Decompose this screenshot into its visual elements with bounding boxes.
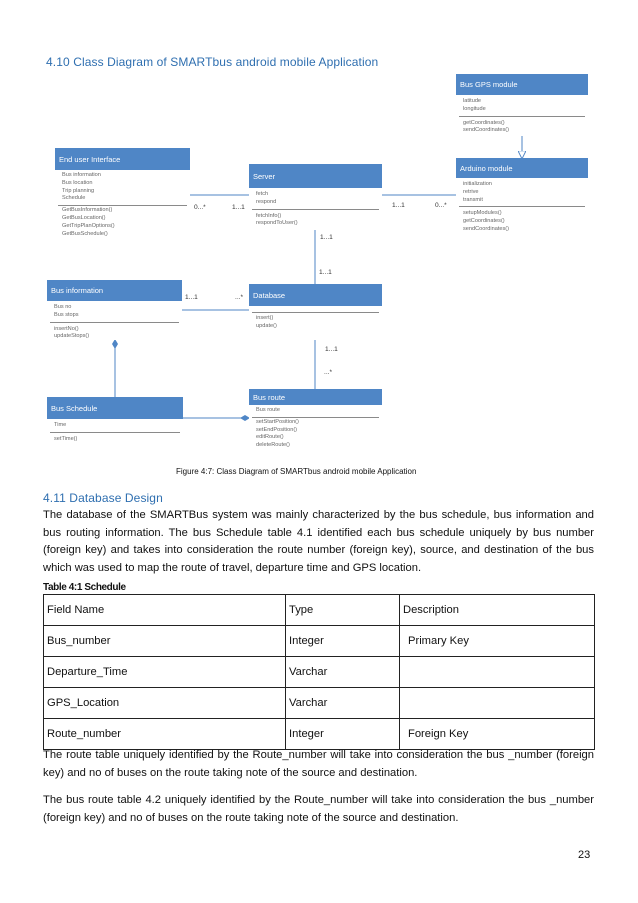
- class-header: Bus route: [249, 389, 382, 405]
- body-paragraph: The database of the SMARTBus system was mainly characterized by the bus schedule, bus information and bus routing information. The bus Schedule table 4.1 identified each bus schedule uniquely by bus number (foreign key) and takes into consideration the route number (foreign key), source, and destination of the bus which was used to map the route of travel, departure time and GPS location.: [43, 509, 594, 574]
- attribute: Schedule: [62, 195, 86, 202]
- table-cell: Departure_Time: [44, 657, 286, 688]
- section-4-10-heading: 4.10 Class Diagram of SMARTbus android mobile Application: [46, 55, 379, 69]
- method: getCoordinates(): [463, 119, 505, 126]
- method: setEndPosition(): [256, 426, 298, 433]
- schedule-table: [43, 594, 595, 750]
- method: updateStops(): [54, 333, 90, 340]
- attribute: Trip planning: [62, 187, 95, 194]
- multiplicity-label: 1...1: [320, 234, 333, 241]
- method: fetchInfo(): [256, 212, 282, 219]
- multiplicity-label: 1...1: [232, 204, 245, 211]
- class-server: [249, 164, 382, 230]
- multiplicity-label: ...*: [324, 369, 333, 376]
- class-header: Bus GPS module: [456, 74, 588, 95]
- method: GetBusInformation(): [62, 207, 113, 214]
- attribute: initialization: [463, 181, 492, 187]
- table-cell: Route_number: [44, 719, 286, 750]
- method: insertNo(): [54, 325, 79, 332]
- multiplicity-label: 0...*: [435, 202, 447, 209]
- figure-caption: Figure 4:7: Class Diagram of SMARTbus android mobile Application: [176, 467, 417, 476]
- attribute: longitude: [463, 105, 486, 112]
- table-cell: Integer: [286, 719, 400, 750]
- attribute: Time: [54, 422, 67, 428]
- table-cell: [400, 657, 595, 688]
- attribute: respond: [256, 198, 277, 205]
- class-header: Server: [249, 164, 382, 188]
- method: sendCoordinates(): [463, 225, 510, 232]
- table-header-cell: Type: [286, 595, 400, 626]
- method: editRoute(): [256, 434, 284, 441]
- attribute: Bus location: [62, 179, 93, 186]
- attribute: latitude: [463, 98, 482, 104]
- page-number: 23: [578, 849, 591, 861]
- method: GetBusLocation(): [62, 214, 106, 221]
- class-header: Arduino module: [456, 158, 588, 178]
- class-end-user-interface: [55, 148, 190, 248]
- method: deleteRoute(): [256, 442, 290, 449]
- multiplicity-label: 1...1: [392, 202, 405, 209]
- table-header-cell: Field Name: [44, 595, 286, 626]
- attribute: Bus stops: [54, 311, 79, 318]
- table-cell: Foreign Key: [400, 719, 595, 750]
- method: GetBusSchedule(): [62, 230, 108, 237]
- section-4-11-heading: 4.11 Database Design: [43, 491, 163, 505]
- table-cell: Varchar: [286, 688, 400, 719]
- body-paragraph: The route table uniquely identified by the Route_number will take into consideration the bus _number (foreign key) and no of buses on the route taking note of the source and destination.: [43, 749, 594, 779]
- table-cell: Bus_number: [44, 626, 286, 657]
- table-row: [44, 626, 595, 657]
- attribute: Bus information: [62, 172, 101, 178]
- method: setupModules(): [463, 210, 502, 217]
- method: setStartPosition(): [256, 418, 299, 425]
- class-header: Database: [249, 284, 382, 306]
- class-header: Bus information: [47, 280, 182, 301]
- attribute: Bus route: [256, 407, 280, 413]
- table-caption: Table 4:1 Schedule: [43, 582, 126, 593]
- multiplicity-label: 0...*: [194, 204, 206, 211]
- attribute: Bus no: [54, 304, 72, 310]
- method: insert(): [256, 315, 274, 321]
- class-database: [249, 284, 382, 340]
- multiplicity-label: 1...1: [319, 269, 332, 276]
- class-bus-schedule: [47, 397, 183, 443]
- class-header: Bus Schedule: [47, 397, 183, 419]
- class-bus-route: [249, 389, 382, 457]
- body-paragraph: The bus route table 4.2 uniquely identified by the Route_number will take into consideration the bus _number (foreign key) and no of buses on the route taking note of the source and destination.: [43, 794, 594, 824]
- method: setTime(): [54, 435, 78, 442]
- table-row: [44, 719, 595, 750]
- attribute: retrive: [463, 188, 479, 195]
- table-cell: Varchar: [286, 657, 400, 688]
- multiplicity-label: 1...1: [185, 294, 198, 301]
- empty-attributes: [252, 306, 379, 313]
- table-row: [44, 688, 595, 719]
- class-header: End user Interface: [55, 148, 190, 170]
- table-row: [44, 657, 595, 688]
- class-arduino-module: [456, 158, 588, 238]
- table-cell: GPS_Location: [44, 688, 286, 719]
- table-cell: Primary Key: [400, 626, 595, 657]
- multiplicity-label: 1...1: [325, 346, 338, 353]
- attribute: fetch: [256, 191, 269, 197]
- table-header-row: [44, 595, 595, 626]
- method: getCoordinates(): [463, 218, 505, 225]
- table-header-cell: Description: [400, 595, 595, 626]
- table-cell: Integer: [286, 626, 400, 657]
- method: sendCoordinates(): [463, 127, 510, 134]
- method: update(): [256, 322, 277, 329]
- table-cell: [400, 688, 595, 719]
- multiplicity-label: ...*: [235, 294, 244, 301]
- attribute: transmit: [463, 196, 483, 203]
- class-bus-gps-module: [456, 74, 588, 136]
- method: GetTripPlanOptions(): [62, 222, 115, 229]
- method: respondToUser(): [256, 220, 298, 227]
- class-bus-information: [47, 280, 182, 340]
